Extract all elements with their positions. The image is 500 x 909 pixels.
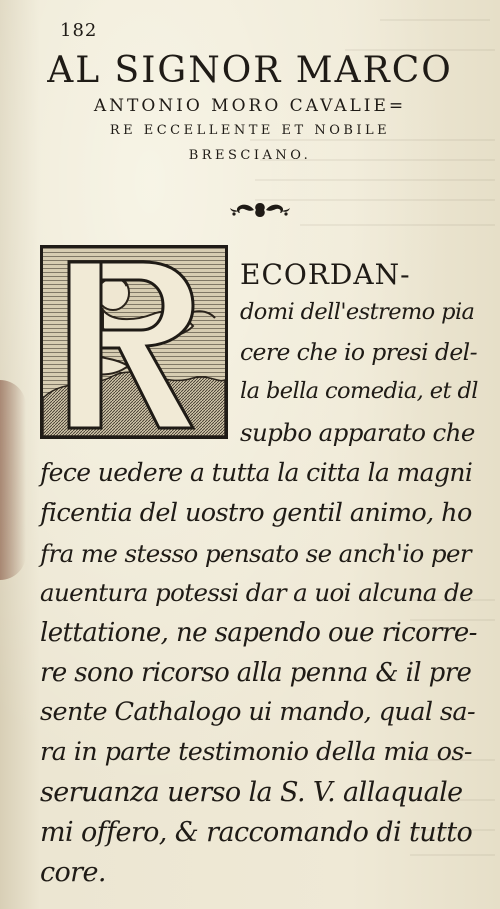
body-line-11: re sono ricorso alla penna & il pre xyxy=(40,658,472,688)
body-line-8: fra me stesso pensato se anch'io per xyxy=(40,539,471,568)
body-line-14: seruanza uerso la S. V. allaquale xyxy=(40,777,463,808)
body-line-2: domi dell'estremo pia xyxy=(240,299,475,325)
body-line-12: sente Cathalogo ui mando, qual sa- xyxy=(40,697,476,727)
body-line-3: cere che io presi del- xyxy=(240,338,477,366)
body-line-13: ra in parte testimonio della mia os- xyxy=(40,737,472,767)
woodcut-illustration xyxy=(43,248,225,436)
body-line-4: la bella comedia, et dl xyxy=(240,378,478,404)
title-line-1: AL SIGNOR MARCO xyxy=(47,50,453,91)
body-line-6: fece uedere a tutta la citta la magni xyxy=(40,458,473,487)
woodcut-initial-letter xyxy=(40,245,228,439)
body-line-16: core. xyxy=(40,857,106,888)
page-number: 182 xyxy=(60,20,98,41)
body-line-9: auentura potessi dar a uoi alcuna de xyxy=(40,578,473,607)
body-line-15: mi offero, & raccomando di tutto xyxy=(40,817,473,848)
title-line-4: BRESCIANO. xyxy=(188,148,312,163)
body-line-7: ficentia del uostro gentil animo, ho xyxy=(40,498,472,528)
title-line-3: RE ECCELLENTE ET NOBILE xyxy=(109,123,391,138)
body-line-10: lettatione, ne sapendo oue ricorre- xyxy=(40,618,477,648)
body-line-5: supbo apparato che xyxy=(240,418,475,447)
title-line-2: ANTONIO MORO CAVALIE= xyxy=(93,96,407,116)
thumb-shadow xyxy=(0,380,26,580)
fleuron-ornament-icon xyxy=(228,199,292,221)
body-line-1: ECORDAN- xyxy=(240,258,411,291)
